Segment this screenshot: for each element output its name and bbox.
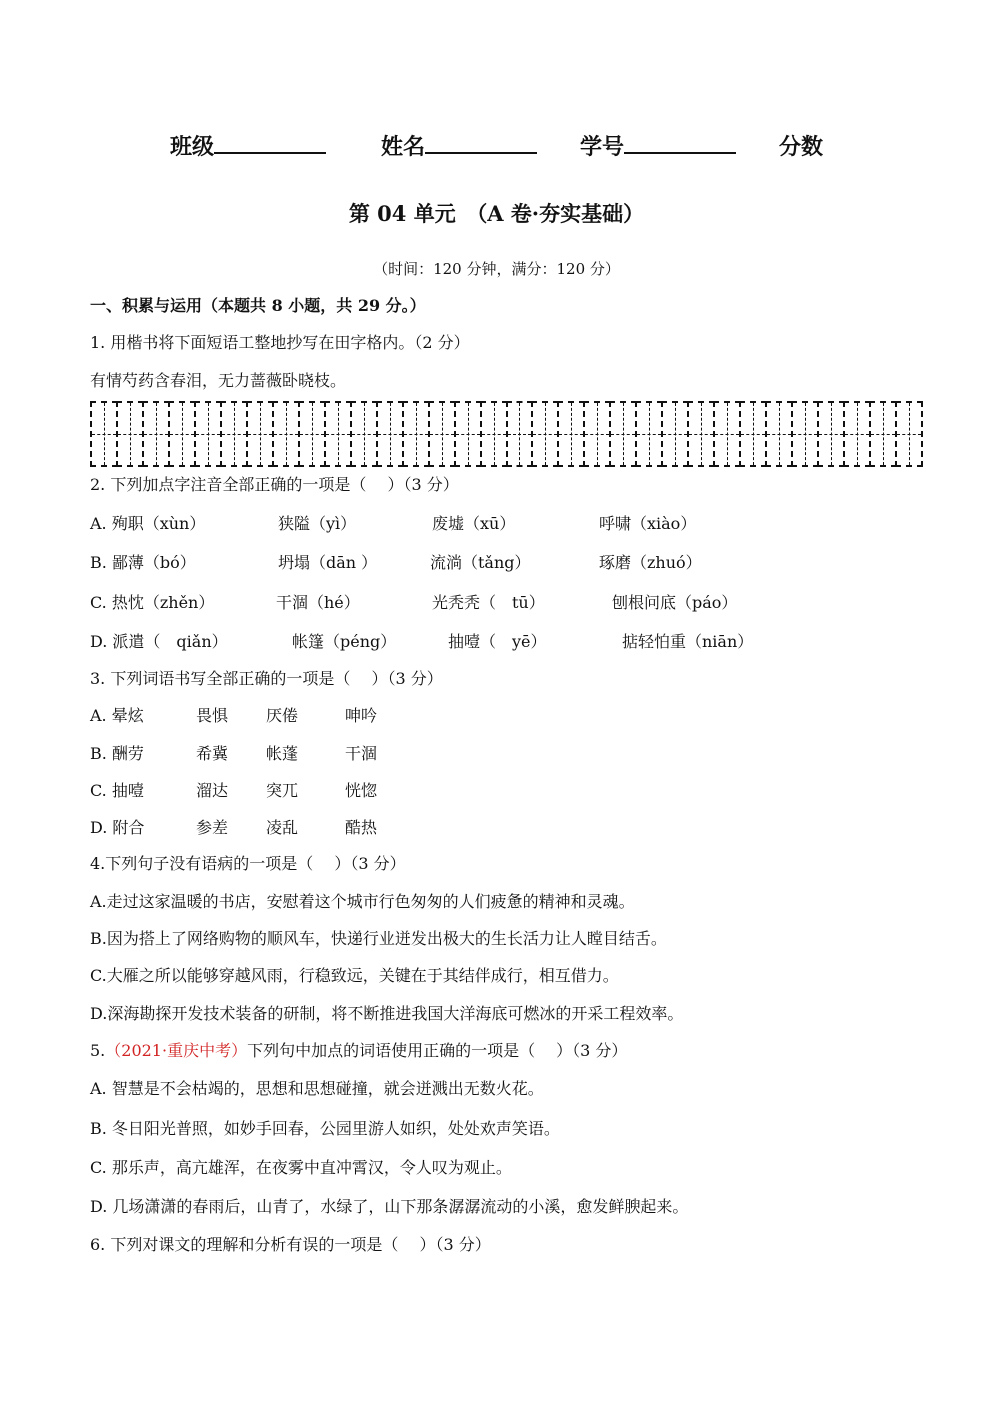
writing-grid[interactable] <box>90 401 921 467</box>
grid-cell[interactable] <box>765 401 793 467</box>
q2-option-b-4: 琢磨（zhuó） <box>599 553 702 572</box>
grid-cell[interactable] <box>272 401 300 467</box>
q2-option-c-1[interactable]: C. 热忱（zhěn） <box>90 593 215 612</box>
question-1-stem: 1. 用楷书将下面短语工整地抄写在田字格内。（2 分） <box>90 333 470 352</box>
grid-cell[interactable] <box>194 401 222 467</box>
q2-option-c-2: 干涸（hé） <box>276 593 360 612</box>
q4-option-b[interactable]: B.因为搭上了网络购物的顺风车，快递行业迸发出极大的生长活力让人瞠目结舌。 <box>90 929 667 948</box>
section-heading: 一、积累与运用（本题共 8 小题，共 29 分。） <box>90 296 426 315</box>
q2-option-b-3: 流淌（tǎng） <box>430 553 531 572</box>
q5-option-b[interactable]: B. 冬日阳光普照，如妙手回春，公园里游人如织，处处欢声笑语。 <box>90 1119 560 1138</box>
grid-cell[interactable] <box>531 401 559 467</box>
q5-number: 5. <box>90 1041 106 1060</box>
student-id-blank[interactable] <box>624 130 736 154</box>
q3-option-a-1[interactable]: A. 晕炫 <box>90 706 144 725</box>
q5-option-a[interactable]: A. 智慧是不会枯竭的，思想和思想碰撞，就会迸溅出无数火花。 <box>90 1079 544 1098</box>
q3-option-d-1[interactable]: D. 附合 <box>90 818 145 837</box>
grid-cell[interactable] <box>220 401 248 467</box>
grid-cell[interactable] <box>428 401 456 467</box>
score-field <box>779 130 823 161</box>
question-5-stem <box>90 1038 627 1061</box>
grid-cell[interactable] <box>843 401 871 467</box>
q4-option-d[interactable]: D.深海勘探开发技术装备的研制，将不断推进我国大洋海底可燃冰的开采工程效率。 <box>90 1004 684 1023</box>
grid-cell[interactable] <box>480 401 508 467</box>
time-info: （时间：120 分钟，满分：120 分） <box>373 260 620 278</box>
student-id-label: 学号 <box>580 134 625 160</box>
question-1-text: 有情芍药含春泪，无力蔷薇卧晓枝。 <box>90 371 347 390</box>
grid-cell[interactable] <box>324 401 352 467</box>
q3-option-b-2: 希冀 <box>196 744 229 763</box>
grid-cell[interactable] <box>713 401 741 467</box>
page-title: 第 04 单元 （A 卷·夯实基础） <box>348 201 645 226</box>
q3-option-c-1[interactable]: C. 抽噎 <box>90 781 144 800</box>
q3-option-d-2: 参差 <box>196 818 229 837</box>
q2-option-d-2: 帐篷（péng） <box>292 632 397 651</box>
q3-option-d-4: 酷热 <box>345 818 378 837</box>
q2-option-d-4: 掂轻怕重（niān） <box>622 632 754 651</box>
q3-option-b-3: 帐蓬 <box>266 744 299 763</box>
q3-option-c-3: 突兀 <box>266 781 299 800</box>
grid-cell[interactable] <box>246 401 274 467</box>
grid-cell[interactable] <box>454 401 482 467</box>
student-id-field <box>580 130 736 161</box>
q2-option-d-1[interactable]: D. 派遣（ qiǎn） <box>90 632 228 651</box>
grid-cell[interactable] <box>376 401 404 467</box>
grid-cell[interactable] <box>350 401 378 467</box>
q2-option-a-4: 呼啸（xiào） <box>599 514 697 533</box>
grid-cell[interactable] <box>557 401 585 467</box>
grid-cell[interactable] <box>609 401 637 467</box>
class-label: 班级 <box>170 134 215 160</box>
q2-option-a-3: 废墟（xū） <box>432 514 516 533</box>
q3-option-a-2: 畏惧 <box>196 706 229 725</box>
grid-cell[interactable] <box>142 401 170 467</box>
question-3-stem: 3. 下列词语书写全部正确的一项是（ ）（3 分） <box>90 669 443 688</box>
q2-option-d-3: 抽噎（ yē） <box>448 632 547 651</box>
q3-option-d-3: 凌乱 <box>266 818 299 837</box>
grid-cell[interactable] <box>895 401 923 467</box>
q2-option-a-1[interactable]: A. 殉职（xùn） <box>90 514 206 533</box>
question-6-stem: 6. 下列对课文的理解和分析有误的一项是（ ）（3 分） <box>90 1235 491 1254</box>
grid-cell[interactable] <box>402 401 430 467</box>
grid-cell[interactable] <box>116 401 144 467</box>
q5-source: （2021·重庆中考） <box>105 1041 248 1060</box>
q2-option-c-4: 刨根问底（páo） <box>612 593 738 612</box>
q3-option-a-3: 厌倦 <box>266 706 299 725</box>
grid-cell[interactable] <box>583 401 611 467</box>
q5-option-d[interactable]: D. 几场潇潇的春雨后，山青了，水绿了，山下那条潺潺流动的小溪，愈发鲜腴起来。 <box>90 1197 689 1216</box>
name-field <box>381 130 537 161</box>
grid-cell[interactable] <box>90 401 118 467</box>
question-4-stem: 4.下列句子没有语病的一项是（ ）（3 分） <box>90 854 406 873</box>
q2-option-b-1[interactable]: B. 鄙薄（bó） <box>90 553 196 572</box>
question-2-stem: 2. 下列加点字注音全部正确的一项是（ ）（3 分） <box>90 475 459 494</box>
q5-stem-text: 下列句中加点的词语使用正确的一项是（ ）（3 分） <box>247 1041 628 1060</box>
grid-cell[interactable] <box>791 401 819 467</box>
grid-cell[interactable] <box>506 401 534 467</box>
q4-option-a[interactable]: A.走过这家温暖的书店，安慰着这个城市行色匆匆的人们疲惫的精神和灵魂。 <box>90 892 635 911</box>
grid-cell[interactable] <box>168 401 196 467</box>
q3-option-c-2: 溜达 <box>196 781 229 800</box>
score-label: 分数 <box>779 134 824 160</box>
grid-cell[interactable] <box>298 401 326 467</box>
q3-option-c-4: 恍惚 <box>345 781 378 800</box>
grid-cell[interactable] <box>635 401 663 467</box>
class-blank[interactable] <box>214 130 326 154</box>
grid-cell[interactable] <box>739 401 767 467</box>
q3-option-b-4: 干涸 <box>345 744 378 763</box>
q2-option-c-3: 光秃秃（ tū） <box>432 593 545 612</box>
grid-cell[interactable] <box>817 401 845 467</box>
q5-option-c[interactable]: C. 那乐声，高亢雄浑，在夜雾中直冲霄汉，令人叹为观止。 <box>90 1158 512 1177</box>
q2-option-b-2: 坍塌（dān ） <box>278 553 378 572</box>
grid-cell[interactable] <box>869 401 897 467</box>
q3-option-b-1[interactable]: B. 酬劳 <box>90 744 144 763</box>
name-blank[interactable] <box>425 130 537 154</box>
name-label: 姓名 <box>381 134 426 160</box>
q2-option-a-2: 狭隘（yì） <box>278 514 357 533</box>
q4-option-c[interactable]: C.大雁之所以能够穿越风雨，行稳致远，关键在于其结伴成行，相互借力。 <box>90 966 619 985</box>
grid-cell[interactable] <box>687 401 715 467</box>
grid-cell[interactable] <box>661 401 689 467</box>
class-field <box>170 130 326 161</box>
q3-option-a-4: 呻吟 <box>345 706 378 725</box>
